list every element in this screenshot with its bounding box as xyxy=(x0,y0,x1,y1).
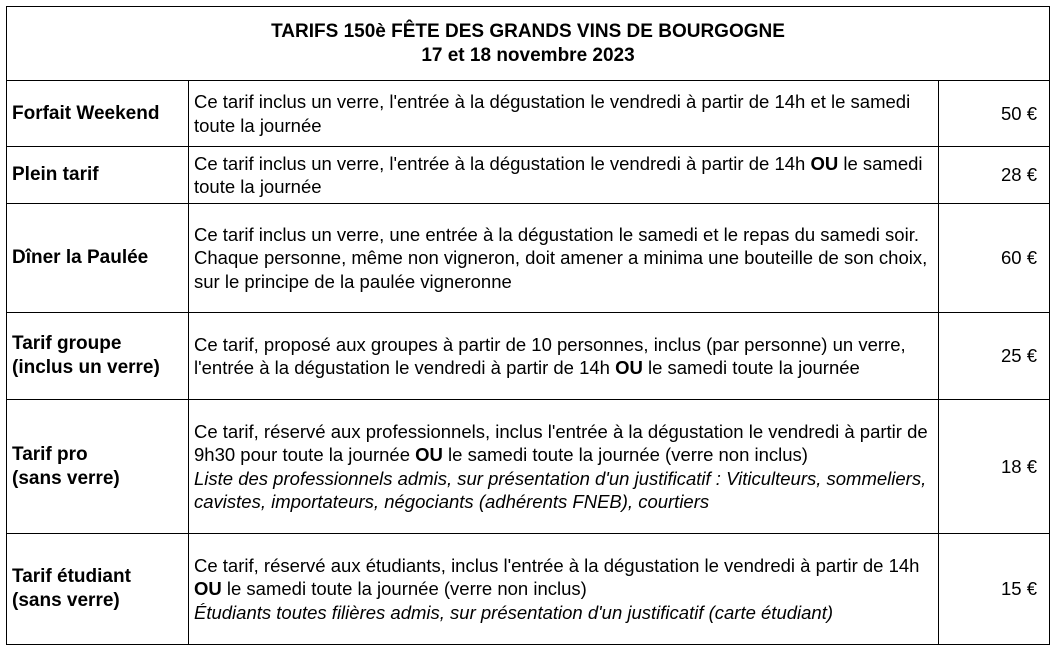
tariff-name-line-1: Tarif étudiant xyxy=(12,566,131,587)
table-row-forfait-weekend xyxy=(7,81,1050,147)
tariff-name-line-1: Tarif groupe xyxy=(12,333,122,354)
table-row-tarif-etudiant xyxy=(7,534,1050,645)
tariff-price: 25 € xyxy=(939,313,1050,400)
ou-emphasis: OU xyxy=(615,357,643,378)
description-text-continued: Chaque personne, même non vigneron, doit amener a minima une bouteille de son choix, sur le principe de la paulée vigneronne xyxy=(194,247,928,292)
eligibility-note: Liste des professionnels admis, sur présentation d'un justificatif : Viticulteurs, sommeliers, cavistes, importateurs, négociants (adhérents FNEB), courtiers xyxy=(194,467,927,512)
title-line-1: TARIFS 150è FÊTE DES GRANDS VINS DE BOURGOGNE xyxy=(271,20,785,42)
tariff-name xyxy=(7,400,189,534)
title-dates: 17 et 18 novembre 2023 xyxy=(421,44,635,66)
tariff-price: 18 € xyxy=(939,400,1050,534)
tariff-price: 50 € xyxy=(939,81,1050,147)
description-text: Ce tarif inclus un verre, l'entrée à la dégustation le vendredi à partir de 14h xyxy=(194,152,811,174)
tariff-description xyxy=(189,313,939,400)
description-text: Ce tarif, réservé aux professionnels, inclus l'entrée à la dégustation le vendredi à partir de 9h30 pour toute la journée xyxy=(194,420,928,465)
tariff-description xyxy=(189,147,939,204)
eligibility-note: Étudiants toutes filières admis, sur présentation d'un justificatif (carte étudiant) xyxy=(194,601,834,623)
table-row-diner-paulee xyxy=(7,204,1050,313)
tariff-name xyxy=(7,313,189,400)
description-text-continued: le samedi toute la journée (verre non inclus) xyxy=(442,444,808,465)
description-block xyxy=(194,554,934,601)
tariff-name: Dîner la Paulée xyxy=(7,204,189,313)
description-block xyxy=(194,420,934,467)
tariff-name-line-1: Tarif pro xyxy=(12,443,88,465)
tariff-name: Forfait Weekend xyxy=(7,81,189,147)
tariff-description xyxy=(189,204,939,313)
description-text: Ce tarif, réservé aux étudiants, inclus l'entrée à la dégustation le vendredi à partir de 14h xyxy=(194,554,920,576)
tariff-description xyxy=(189,534,939,645)
tariff-name-line-2: (sans verre) xyxy=(12,467,120,489)
table-title xyxy=(7,7,1050,81)
tariff-name: Plein tarif xyxy=(7,147,189,204)
tariff-price: 28 € xyxy=(939,147,1050,204)
table-row-tarif-pro xyxy=(7,400,1050,534)
tariff-description xyxy=(189,400,939,534)
table-row-plein-tarif xyxy=(7,147,1050,204)
description-text: Ce tarif inclus un verre, l'entrée à la dégustation le vendredi à partir de 14h et le samedi toute la journée xyxy=(194,91,911,136)
ou-emphasis: OU xyxy=(810,152,839,174)
tariff-name-line-2: (inclus un verre) xyxy=(12,357,160,378)
table-row-tarif-groupe xyxy=(7,313,1050,400)
description-text: Ce tarif, proposé aux groupes à partir de 10 personnes, inclus (par personne) un verre, l'entrée à la dégustation le vendredi à partir de 14h xyxy=(194,333,906,378)
tariff-name-line-2: (sans verre) xyxy=(12,590,120,611)
tariff-name xyxy=(7,534,189,645)
description-text: Ce tarif inclus un verre, une entrée à la dégustation le samedi et le repas du samedi soir. xyxy=(194,223,919,245)
description-text-continued: le samedi toute la journée (verre non inclus) xyxy=(221,578,587,600)
tariff-price: 15 € xyxy=(939,534,1050,645)
description-text-continued: le samedi toute la journée xyxy=(642,357,860,378)
tariff-price: 60 € xyxy=(939,204,1050,313)
tariff-description xyxy=(189,81,939,147)
ou-emphasis: OU xyxy=(415,444,443,465)
ou-emphasis: OU xyxy=(194,578,222,600)
pricing-table xyxy=(6,6,1050,645)
description-text-continued: le samedi toute la journée xyxy=(194,152,923,197)
